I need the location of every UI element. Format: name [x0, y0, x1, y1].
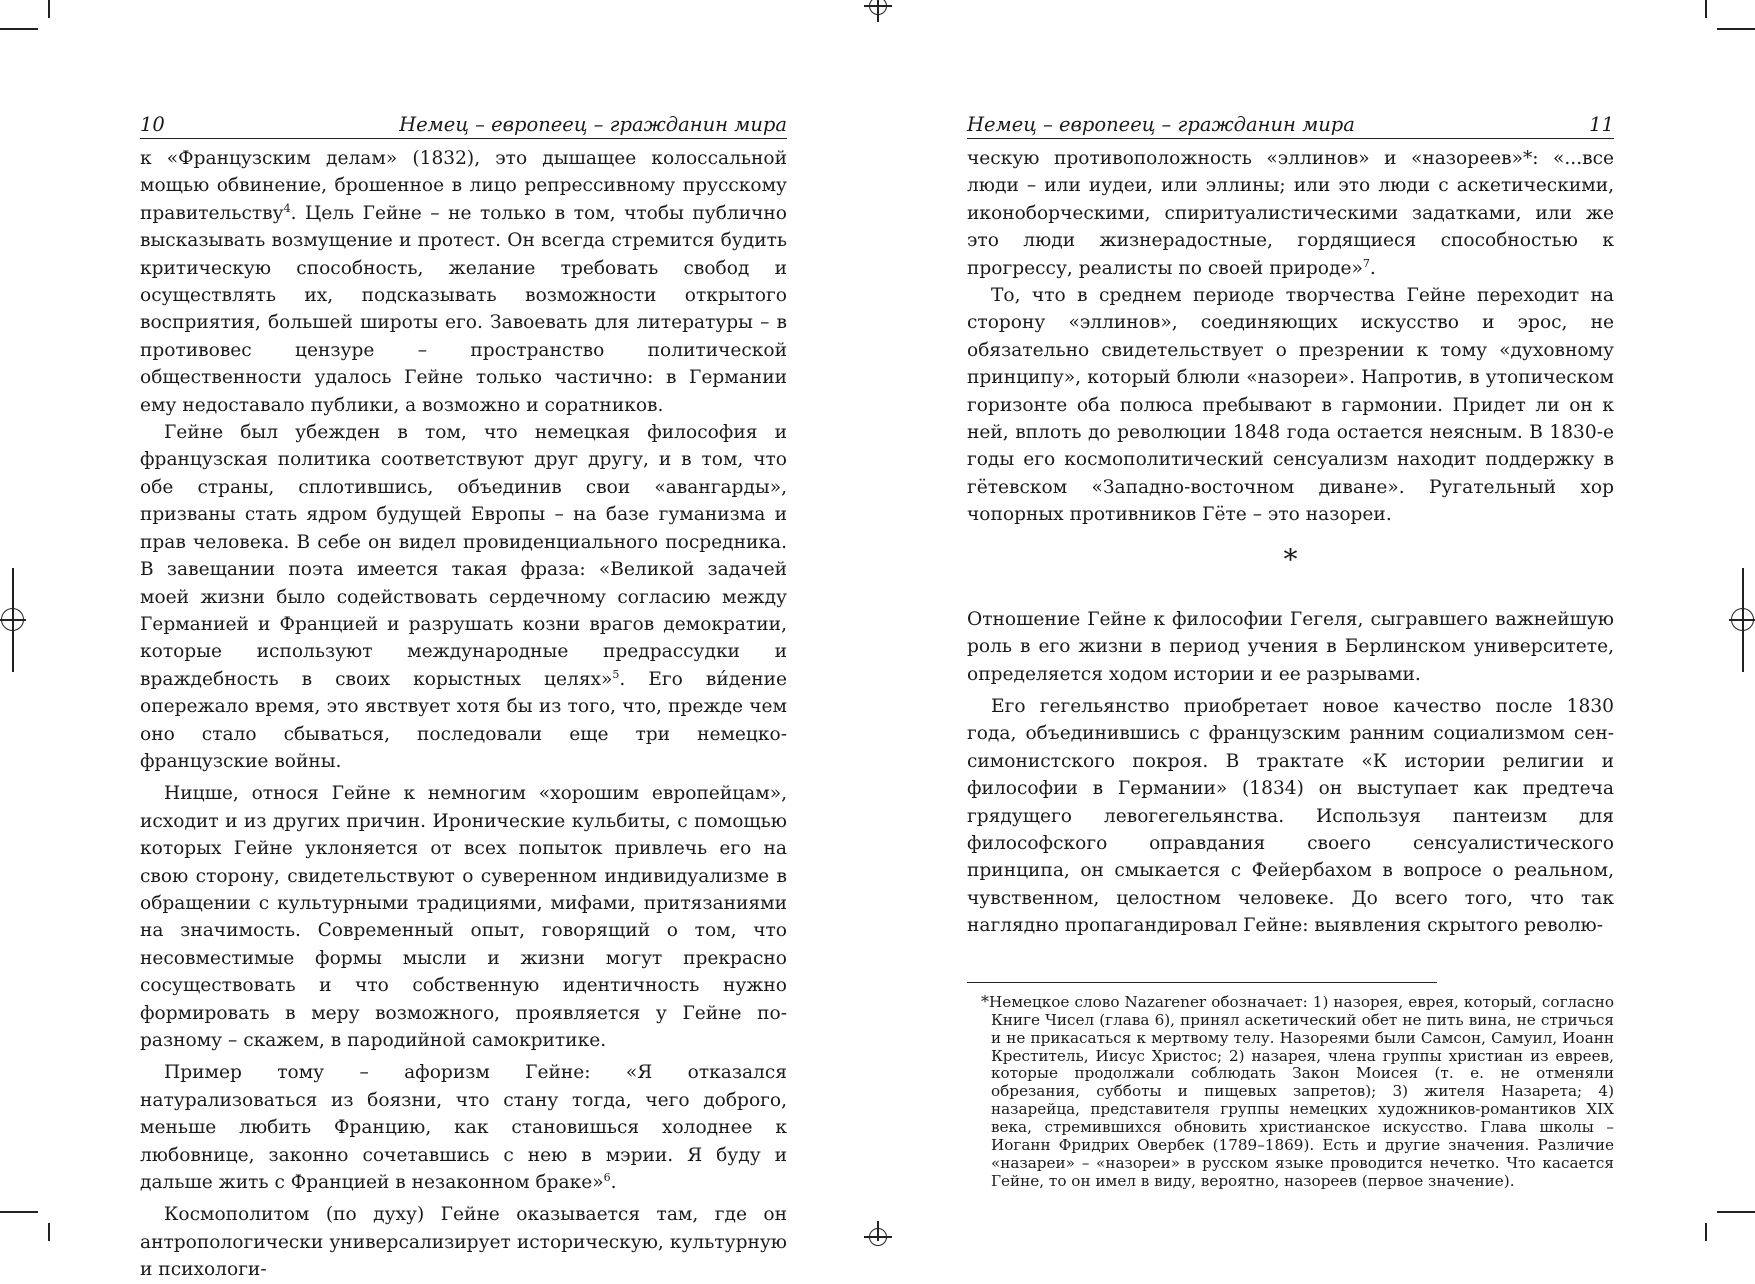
- running-header: [140, 112, 787, 139]
- crop-mark: [48, 0, 50, 18]
- crop-mark: [0, 28, 38, 30]
- registration-circle: [869, 0, 887, 15]
- right-page: [967, 112, 1614, 1191]
- crop-mark: [48, 1223, 50, 1241]
- body-text: [967, 145, 1614, 940]
- page-number: 10: [140, 113, 165, 136]
- paragraph: Ницше, относя Гейне к немногим «хорошим европейцам», исходит и из других причин. Иронические кульбиты, с помощью которых Гейне уклоняется от всех попыток привлечь его на свою сторону, свидетельствуют о суверенном индивидуализме в обращении с культурными традициями, мифами, притязаниями на значимость. Современный опыт, говорящий о том, что несовместимые формы мысли и жизни могут прекрасно сосуществовать и что собственную идентичность нужно формировать в меру возможного, проявляется у Гейне по-разному – скажем, в пародийной самокритике.: [140, 783, 787, 1051]
- paragraph: Космополитом (по духу) Гейне оказывается там, где он антропологически универсализирует историческую, культурную и психологи-: [140, 1204, 787, 1281]
- registration-circle: [1731, 608, 1754, 631]
- footnote-ref: 7: [1362, 256, 1370, 270]
- running-title: Немец – европеец – гражданин мира: [967, 113, 1355, 136]
- crop-mark: [1705, 0, 1707, 18]
- footnote: [967, 993, 1614, 1191]
- running-title: Немец – европеец – гражданин мира: [399, 113, 787, 136]
- footnote-rule: [967, 982, 1437, 983]
- paragraph: Пример тому – афоризм Гейне: «Я отказался натурализоваться из боязни, что стану тогда, чего доброго, меньше любить Францию, как становишься холоднее к любовнице, законно сочетавшись с нею в мэрии. Я буду и дальше жить с Францией в незаконном браке»$^6$.: [140, 1062, 787, 1194]
- body-text: [140, 145, 787, 1284]
- section-break-asterisk: *: [1283, 542, 1298, 576]
- paragraph: Отношение Гейне к философии Гегеля, сыгравшего важнейшую роль в его жизни в период учения в Берлинском университете, определяется ходом истории и ее разрывами.: [967, 608, 1614, 685]
- footnote-ref: 4: [283, 201, 291, 215]
- footnote-text: *Немецкое слово Nazarener обозначает: 1) назорея, еврея, который, согласно Книге Чисел (глава 6), принял аскетический обет не пить вина, не стричься и не прикасаться к мертвому телу. Назореями были Самсон, Самуил, Иоанн Креститель, Иисус Христос; 2) назарея, члена группы христиан из евреев, которые продолжали соблюдать Закон Моисея (т. е. не отменяли обрезания, субботы и пищевых запретов); 3) жителя Назарета; 4) назарейца, представителя группы немецких художников-романтиков XIX века, стремившихся обновить христианское искусство. Глава школы – Иоганн Фридрих Овербек (1789–1869). Есть и другие значения. Различие «назареи» – «назореи» в русском языке проводится нечетко. Что касается Гейне, то он имел в виду, вероятно, назореев (первое значение).: [981, 991, 1614, 1190]
- footnote-ref: 5: [612, 667, 620, 681]
- crop-mark: [1705, 1223, 1707, 1241]
- page-number: 11: [1589, 113, 1614, 136]
- paragraph: Гейне был убежден в том, что немецкая философия и французская политика соответствуют друг другу, и в том, что обе страны, сплотившись, объединив свои «авангарды», призваны стать ядром будущей Европы – на базе гуманизма и прав человека. В себе он видел провиденциального посредника. В завещании поэта имеется такая фраза: «Великой задачей моей жизни было содействовать сердечному согласию между Германией и Францией и разрушать козни врагов демократии, которые используют международные предрассудки и враждебность в своих корыстных целях»$^5$. Его ви́дение опережало время, это явствует хотя бы из того, что, прежде чем оно стало сбываться, последовали еще три немецко-французские войны.: [140, 422, 787, 772]
- paragraph: к «Французским делам» (1832), это дышащее колоссальной мощью обвинение, брошенное в лицо репрессивному прусскому правительству$^4$. Цель Гейне – не только в том, чтобы публично высказывать возмущение и протест. Он всегда стремится будить критическую способность, желание требовать свобод и осуществлять их, подсказывать возможности открытого восприятия, большей широты его. Завоевать для литературы – в противовес цензуре – пространство политической общественности удалось Гейне только частично: в Германии ему недоставало публики, а возможно и соратников.: [140, 148, 787, 416]
- running-header: [967, 112, 1614, 139]
- footnote-ref: 6: [603, 1171, 611, 1185]
- crop-mark: [1717, 28, 1755, 30]
- paragraph: То, что в среднем периоде творчества Гейне переходит на сторону «эллинов», соединяющих искусство и эрос, не обязательно свидетельствует о презрении к тому «духовному принципу», который блюли «назореи». Напротив, в утопическом горизонте оба полюса пребывают в гармонии. Придет ли он к ней, вплоть до революции 1848 года остается неясным. В 1830-е годы его космополитический сенсуализм находит поддержку в гётевском «Западно-восточном диване». Ругательный хор чопорных противников Гёте – это назореи.: [967, 285, 1614, 526]
- paragraph: Его гегельянство приобретает новое качество после 1830 года, объединившись с французским ранним социализмом сен-симонистского покроя. В трактате «К истории религии и философии в Германии» (1834) он выступает как предтеча грядущего левогегельянства. Используя пантеизм для философского оправдания своего сенсуалистического принципа, он смыкается с Фейербахом в вопросе о реальном, чувственном, целостном человеке. До всего того, что так наглядно пропагандировал Гейне: выявления скрытого револю-: [967, 695, 1614, 937]
- crop-mark: [1717, 1211, 1755, 1213]
- footnote-symbol: *: [981, 991, 989, 1011]
- left-page: [140, 112, 787, 1284]
- crop-mark: [0, 1211, 38, 1213]
- registration-circle: [1, 608, 24, 631]
- registration-circle: [869, 1228, 887, 1246]
- paragraph: ческую противоположность «эллинов» и «назореев»*: «...все люди – или иудеи, или эллины; или это люди с аскетическими, иконоборческими, спиритуалистическими задатками, или же это люди жизнерадостные, гордящиеся способностью к прогрессу, реалисты по своей природе»$^7$.: [967, 148, 1614, 279]
